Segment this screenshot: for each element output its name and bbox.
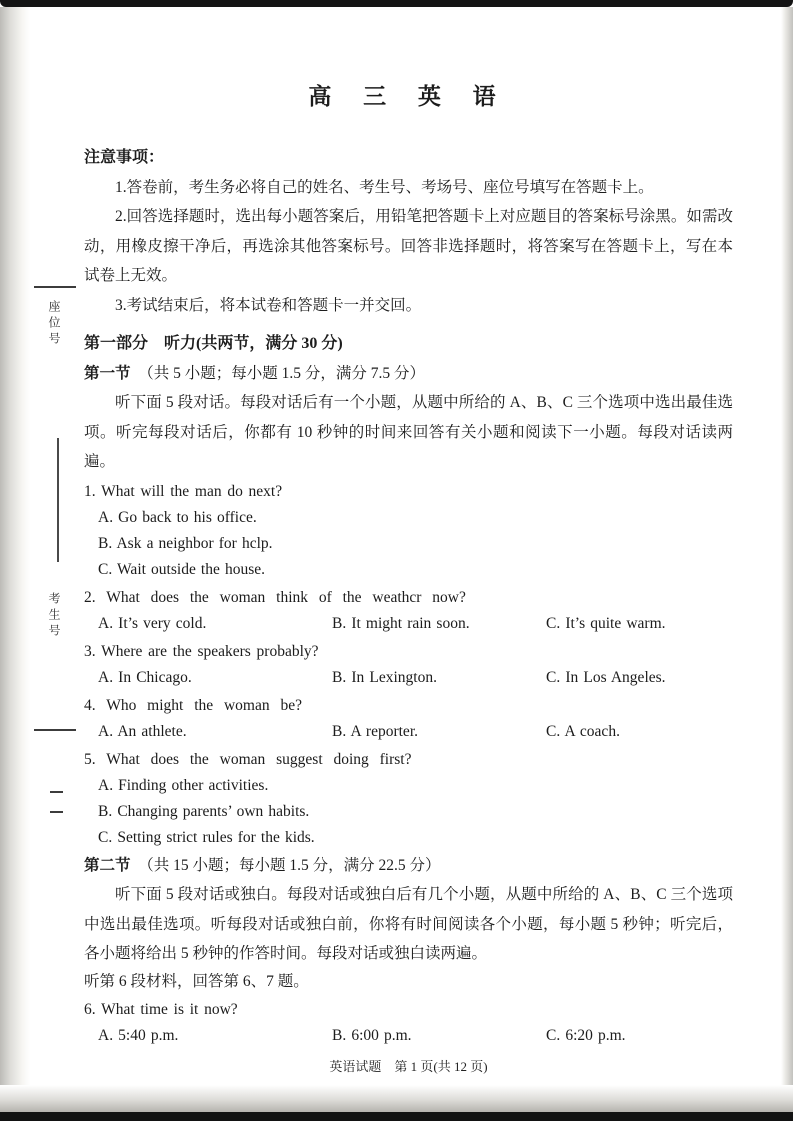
- scan-artifact-left-edge: [0, 7, 30, 1112]
- notice-item-3: 3.考试结束后，将本试卷和答题卡一并交回。: [115, 296, 422, 314]
- question-3-stem: 3. Where are the speakers probably?: [84, 642, 319, 660]
- material-6-line: 听第 6 段材料，回答第 6、7 题。: [84, 972, 309, 990]
- question-3-option-c: C. In Los Angeles.: [546, 668, 666, 686]
- section1-heading: [84, 359, 733, 389]
- question-1-stem: 1. What will the man do next?: [84, 482, 283, 500]
- part1-heading: 第一部分 听力(共两节，满分 30 分): [84, 335, 343, 352]
- section1-instructions: 听下面 5 段对话。每段对话后有一个小题，从题中所给的 A、B、C 三个选项中选出最佳选项。听完每段对话后，你都有 10 秒钟的时间来回答有关小题和阅读下一小题。每段对话读两遍。: [84, 394, 733, 470]
- question-2-options: [84, 611, 733, 637]
- question-2-option-c: C. It’s quite warm.: [546, 614, 666, 632]
- question-6-stem: 6. What time is it now?: [84, 1001, 238, 1018]
- exam-title: 高 三 英 语: [308, 84, 509, 109]
- question-3-option-a: A. In Chicago.: [98, 668, 192, 686]
- section2-label: 第二节: [84, 856, 131, 874]
- question-6: [84, 997, 733, 1049]
- binding-line-top: [34, 286, 76, 288]
- binding-line-bottom: [34, 729, 76, 731]
- question-4: [84, 693, 733, 745]
- question-4-options: [84, 719, 733, 745]
- question-3-options: [84, 665, 733, 691]
- question-5-stem: 5. What does the woman suggest doing first?: [84, 750, 412, 768]
- scan-artifact-top-bar: [0, 0, 793, 7]
- section2-instructions: 听下面 5 段对话或独白。每段对话或独白后有几个小题，从题中所给的 A、B、C 三个选项中选出最佳选项。听每段对话或独白前，你将有时间阅读各个小题，每小题 5 秒钟；听完后，各小题将给出 5 秒钟的作答时间。每段对话或独白读两遍。: [84, 886, 733, 962]
- question-5: [84, 747, 733, 851]
- scan-artifact-bottom-bar: [0, 1112, 793, 1121]
- question-4-stem: 4. Who might the woman be?: [84, 696, 302, 714]
- question-5-option-a: A. Finding other activities.: [98, 776, 269, 794]
- question-6-option-a: A. 5:40 p.m.: [98, 1027, 179, 1044]
- binding-line-vertical: [57, 438, 59, 562]
- notice-heading: 注意事项：: [84, 149, 165, 166]
- seat-number-label: 座位号: [47, 300, 61, 348]
- scan-artifact-right-edge: [781, 7, 793, 1112]
- question-3-option-b: B. In Lexington.: [332, 668, 437, 686]
- question-2: [84, 585, 733, 637]
- exam-content: [84, 78, 733, 1075]
- question-5-option-c: C. Setting strict rules for the kids.: [98, 828, 315, 846]
- question-6-option-c: C. 6:20 p.m.: [546, 1027, 626, 1044]
- binding-dash: [50, 791, 63, 793]
- question-1-option-b: B. Ask a neighbor for hclp.: [98, 534, 273, 552]
- question-2-option-b: B. It might rain soon.: [332, 614, 470, 632]
- question-4-option-c: C. A coach.: [546, 722, 620, 740]
- section1-meta: （共 5 小题；每小题 1.5 分，满分 7.5 分）: [130, 364, 426, 382]
- candidate-number-label: 考生号: [47, 592, 61, 640]
- binding-dash: [50, 811, 63, 813]
- question-1: [84, 479, 733, 583]
- page-footer: 英语试题 第 1 页(共 12 页): [329, 1059, 488, 1074]
- question-1-option-a: A. Go back to his office.: [98, 508, 257, 526]
- question-3: [84, 639, 733, 691]
- notice-item-1: 1.答卷前，考生务必将自己的姓名、考生号、考场号、座位号填写在答题卡上。: [115, 178, 654, 196]
- question-2-stem: 2. What does the woman think of the weathcr now?: [84, 588, 466, 606]
- section2-heading: [84, 851, 733, 881]
- question-2-option-a: A. It’s very cold.: [98, 614, 207, 632]
- section1-label: 第一节: [84, 364, 131, 382]
- notice-item-2: 2.回答选择题时，选出每小题答案后，用铅笔把答题卡上对应题目的答案标号涂黑。如需改动，用橡皮擦干净后，再选涂其他答案标号。回答非选择题时，将答案写在答题卡上，写在本试卷上无效。: [84, 208, 733, 284]
- question-1-option-c: C. Wait outside the house.: [98, 560, 266, 578]
- scan-artifact-bottom-shade: [0, 1085, 793, 1112]
- question-4-option-b: B. A reporter.: [332, 722, 418, 740]
- question-6-options: [84, 1023, 733, 1049]
- question-5-option-b: B. Changing parents’ own habits.: [98, 802, 310, 820]
- question-6-option-b: B. 6:00 p.m.: [332, 1027, 412, 1044]
- question-4-option-a: A. An athlete.: [98, 722, 187, 740]
- section2-meta: （共 15 小题；每小题 1.5 分，满分 22.5 分）: [130, 856, 441, 874]
